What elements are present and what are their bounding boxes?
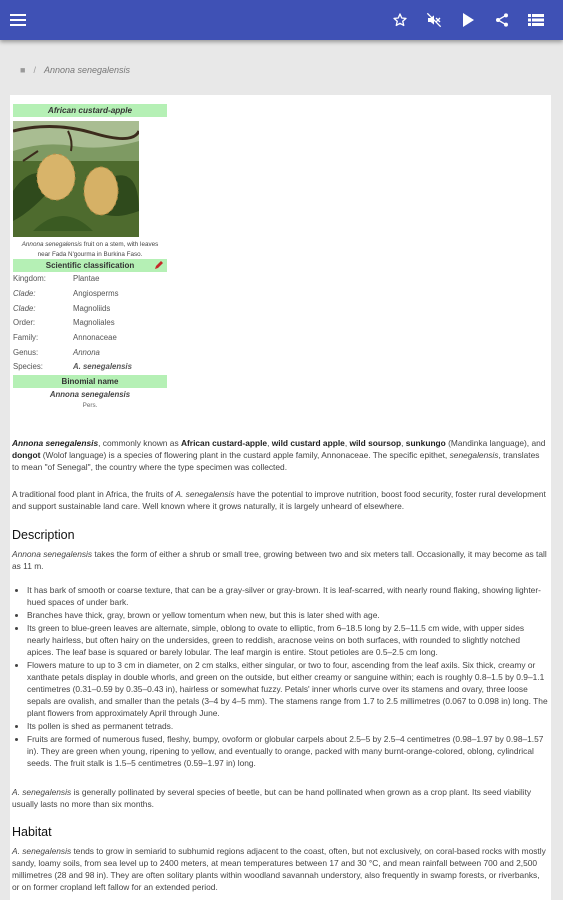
common-name-4: sunkungo xyxy=(405,438,446,448)
classification-value: Angiosperms xyxy=(73,288,119,298)
classification-value: Magnoliales xyxy=(73,318,115,328)
food-text-a: A traditional food plant in Africa, the fruits of xyxy=(12,489,176,499)
edit-pencil-icon[interactable] xyxy=(154,260,164,274)
habitat-species: A. senegalensis xyxy=(12,846,72,856)
classification-rank: Clade: xyxy=(13,288,36,298)
epithet: senegalensis xyxy=(449,450,499,460)
classification-rank: Genus: xyxy=(13,347,39,357)
classification-value: Annona xyxy=(73,347,100,357)
habitat-text: tends to grow in semiarid to subhumid regions adjacent to the coast, often, but not exclusively, on coral-based rocks with mostly sandy, loamy soils, from sea level up to 2400 meters, at mean temperatures between 17 and 30 °C, and mean rainfall between 700 and 2,500 millimetres (28 and 98 in). They are often solitary plants within woodland savannah understory, also frequently in swamp forests, or riverbanks, or on former cropland left fallow for an extended period. xyxy=(12,846,546,892)
infobox-title: African custard-apple xyxy=(13,104,167,117)
binomial-header: Binomial name xyxy=(13,375,167,388)
food-text-b: have the potential to improve nutrition, boost food security, foster rural development and support sustainable land care. Well known where it grows naturally, it is largely unheard of elsewhere. xyxy=(12,489,546,511)
breadcrumb-current: Annona senegalensis xyxy=(43,65,131,75)
classification-header xyxy=(13,259,167,272)
list-item: • Flowers mature to up to 3 cm in diameter, on 2 cm stalks, either singular, or two to four, ascending from the leaf axils. Six thick, creamy or xanthate petals display in double whorls, and green on the outside, but either creamy or sanguine within; each is roughly 0.8–1.5 by 0.9–1.1 centimetres (0.31–0.59 by 0.35–0.43 in), hairless or somewhat fuzzy. Petals' inner whorls curve over its stamens and ovary, three loose sepals are ovalish, and smaller than the petals (3–4 by 4–5 mm). The stamens range from 1.7 to 2.5 millimetres (0.067 to 0.098 in) long. The plant flowers from approximately April through June. xyxy=(27,659,548,719)
classification-row xyxy=(13,346,167,361)
image-caption xyxy=(13,240,167,259)
classification-header-label: Scientific classification xyxy=(45,261,135,271)
fruit-image xyxy=(13,121,139,237)
play-icon[interactable] xyxy=(456,8,480,32)
caption-species: Annona senegalensis xyxy=(21,241,82,248)
classification-value: Annonaceae xyxy=(73,332,117,342)
common-name-5: dongot xyxy=(12,450,41,460)
classification-row xyxy=(13,331,167,346)
share-icon[interactable] xyxy=(490,8,514,32)
list-item: • Branches have thick, gray, brown or yellow tomentum when new, but this is later shed with age. xyxy=(27,609,548,621)
list-item: • Fruits are formed of numerous fused, fleshy, bumpy, ovoform or globular carpels about 2.5–5 by 2.5–4 centimetres (0.98–1.97 by 0.98–1.57 in). They are green when young, ripening to yellow, and eventually to orange, packed with many burnt-orange-colored, oblong, cylindrical seeds. The fruit stalk is 1.5–5 centimetres (0.59–1.97 in) long. xyxy=(27,733,548,769)
star-icon[interactable] xyxy=(388,8,412,32)
pollination-text: is generally pollinated by several species of beetle, but can be hand pollinated when grown as a crop plant. Its seed viability usually lasts no more than six months. xyxy=(12,787,532,809)
habitat-paragraph xyxy=(12,845,548,893)
intro-text-a: , commonly known as xyxy=(98,438,181,448)
app-toolbar xyxy=(0,0,563,40)
food-species: A. senegalensis xyxy=(175,489,235,499)
classification-row xyxy=(13,287,167,302)
classification-rank: Clade: xyxy=(13,303,36,313)
intro-species: Annona senegalensis xyxy=(12,438,99,448)
home-icon[interactable]: ■ xyxy=(20,65,26,75)
classification-value: A. senegalensis xyxy=(73,362,132,372)
description-heading: Description xyxy=(12,528,75,542)
classification-value: Magnoliids xyxy=(73,303,111,313)
desc-species: Annona senegalensis xyxy=(12,549,93,559)
classification-rank: Order: xyxy=(13,318,36,328)
infobox xyxy=(13,104,167,410)
common-name-1: African custard-apple xyxy=(180,438,268,448)
view-list-icon[interactable] xyxy=(524,8,548,32)
classification-rank: Species: xyxy=(13,362,43,372)
intro-text-c: (Wolof language) is a species of flowering plant in the custard apple family, Annonaceae. The specific epithet, xyxy=(40,450,450,460)
desc-text: takes the form of either a shrub or small tree, growing between two and six meters tall. Occasionally, it may become as tall as 11 m. xyxy=(12,549,547,571)
classification-rank: Family: xyxy=(13,332,39,342)
binomial-authority: Pers. xyxy=(82,402,98,409)
classification-value: Plantae xyxy=(73,274,100,284)
list-item: • Its green to blue-green leaves are alternate, simple, oblong to ovate to elliptic, from 6–18.5 long by 2.5–11.5 cm wide, with upper sides nearly hairless, but often hairy on the undersides, green to reddish, aracnose veins on both surfaces, with rounded to slightly notched apices. The leaf base is squared or barely lobular. The leaf margin is entire. Stout petioles are 0.5–2.5 cm long. xyxy=(27,622,548,658)
pollination-paragraph xyxy=(12,786,548,810)
intro-paragraph: Annona senegalensis, commonly known as African custard-apple, wild custard apple, wild soursop, sunkungo (Mandinka language), and dongot (Wolof language) is a species of flowering plant in the custard apple family, Annonaceae. The specific epithet, senegalensis, translates to mean "of Senegal", the country where the type specimen was collected. xyxy=(12,438,546,472)
description-list xyxy=(12,584,548,770)
common-name-2: wild custard apple xyxy=(271,438,345,448)
list-item: • It has bark of smooth or coarse texture, that can be a gray-silver or gray-brown. It is leaf-scarred, with nearly round flaking, showing lighter-hued spaces of under bark. xyxy=(27,584,548,608)
breadcrumb-separator: / xyxy=(33,65,36,75)
article-card xyxy=(10,95,551,900)
pollination-species: A. senegalensis xyxy=(12,787,72,797)
classification-row xyxy=(13,272,167,287)
food-paragraph xyxy=(12,488,548,512)
intro-text-d: , translates to mean "of Senegal", the country where the type specimen was collected. xyxy=(12,450,540,472)
intro-text-b: (Mandinka language), and xyxy=(445,438,546,448)
caption-text: fruit on a stem, with leaves near Fada N'gourma in Burkina Faso. xyxy=(37,241,159,258)
classification-table xyxy=(13,272,167,375)
common-name-3: wild soursop xyxy=(349,438,402,448)
classification-row xyxy=(13,302,167,317)
binomial-name: Annona senegalensis xyxy=(49,390,131,399)
volume-off-icon[interactable] xyxy=(422,8,446,32)
list-item: • Its pollen is shed as permanent tetrads. xyxy=(27,720,548,732)
breadcrumb xyxy=(10,50,551,90)
classification-rank: Kingdom: xyxy=(13,274,46,284)
classification-row xyxy=(13,316,167,331)
description-paragraph xyxy=(12,548,548,572)
classification-row xyxy=(13,360,167,375)
menu-icon[interactable] xyxy=(6,8,30,32)
habitat-heading: Habitat xyxy=(12,825,52,839)
